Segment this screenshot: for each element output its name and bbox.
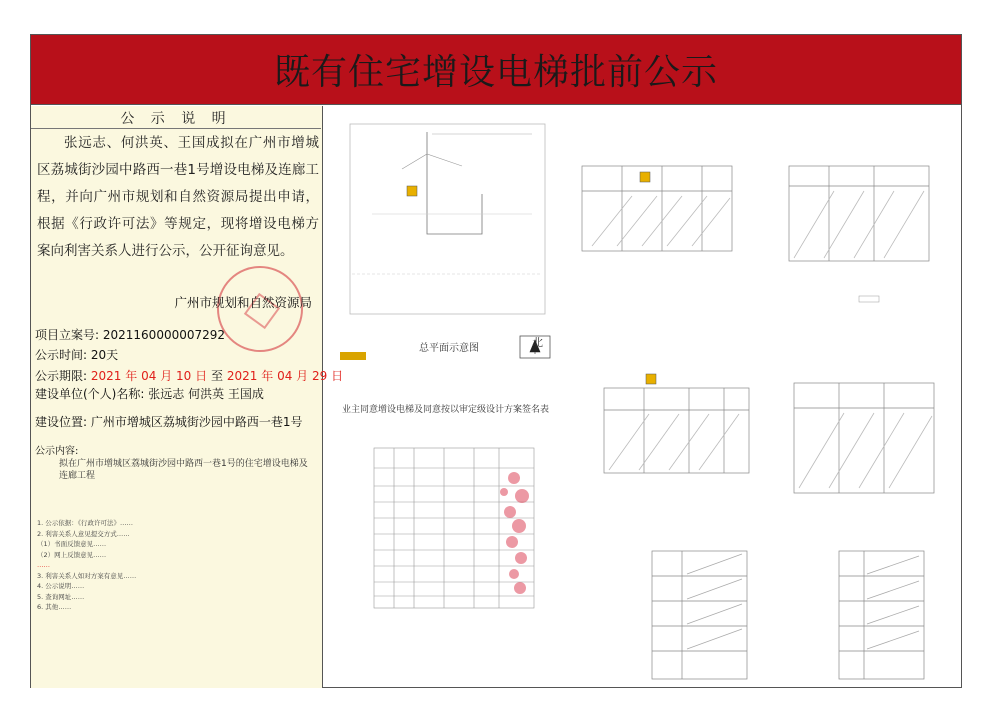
content-row [35, 442, 78, 457]
site-plan-drawing [332, 114, 560, 362]
notice-panel [31, 106, 344, 688]
consent-table-drawing [364, 418, 554, 658]
case-number-label: 项目立案号: [35, 328, 100, 342]
north-label: 北 [532, 336, 543, 349]
location-value: 广州市增城区荔城街沙园中路西一巷1号 [90, 415, 303, 429]
case-number-value: 2021160000007292 [102, 328, 226, 342]
location-row [35, 413, 303, 430]
builder-value: 张远志 何洪英 王国成 [148, 387, 264, 401]
period-row: 公示期限: 2021 年 04 月 10 日 至 2021 年 04 月 29 日 [35, 369, 344, 383]
title-banner [31, 35, 961, 105]
period-label: 公示期限: [35, 369, 88, 383]
duration-label: 公示时间: [35, 348, 88, 362]
end-year: 2021 [226, 369, 258, 383]
consent-caption: 业主同意增设电梯及同意按以审定级设计方案签名表 [342, 405, 550, 415]
start-day: 10 [176, 369, 192, 383]
page-title: 既有住宅增设电梯批前公示 [273, 52, 718, 93]
period-to: 至 [211, 369, 224, 383]
notice-body: 张远志、何洪英、王国成拟在广州市增城区荔城街沙园中路西一巷1号增设电梯及连廊工程，并向广州市规划和自然资源局提出申请，根据《行政许可法》等规定，现将增设电梯方案向利害关系人进行公示，公开征询意见。 [37, 135, 319, 259]
floor-plan-1 [572, 146, 742, 286]
content-label: 公示内容: [35, 446, 79, 457]
builder-label: 建设单位(个人)名称: [35, 387, 145, 401]
divider [31, 128, 321, 129]
start-year: 2021 [90, 369, 122, 383]
end-month: 04 [277, 369, 293, 383]
site-plan-caption: 总平面示意图 [419, 343, 479, 354]
case-number-row [35, 326, 225, 343]
elevation-2 [829, 546, 934, 684]
floor-plan-3 [594, 358, 759, 508]
floor-plan-2 [774, 146, 939, 321]
drawings-area [324, 106, 961, 688]
location-label: 建设位置: [35, 415, 88, 429]
elevation-1 [642, 546, 757, 684]
issuing-agency: 广州市规划和自然资源局 [174, 295, 312, 310]
instructions-block: 1. 公示依据：《行政许可法》…… 2. 利害关系人意见提交方式…… （1）书面反馈意见…… （2）网上反馈意见…… …… 3. 利害关系人如对方案有意见…… 4. 公示说明…… 5. 查询网址…… 6. 其他…… [37, 519, 137, 611]
end-day: 29 [312, 369, 328, 383]
notice-title: 公 示 说 明 [120, 111, 232, 127]
floor-plan-4 [784, 358, 944, 508]
builder-row [35, 385, 264, 402]
content-value: 拟在广州市增城区荔城街沙园中路西一巷1号的住宅增设电梯及连廊工程 [59, 459, 308, 481]
duration-value: 20天 [90, 348, 119, 362]
start-month: 04 [141, 369, 157, 383]
notice-board [30, 34, 962, 688]
duration-row [35, 346, 118, 363]
